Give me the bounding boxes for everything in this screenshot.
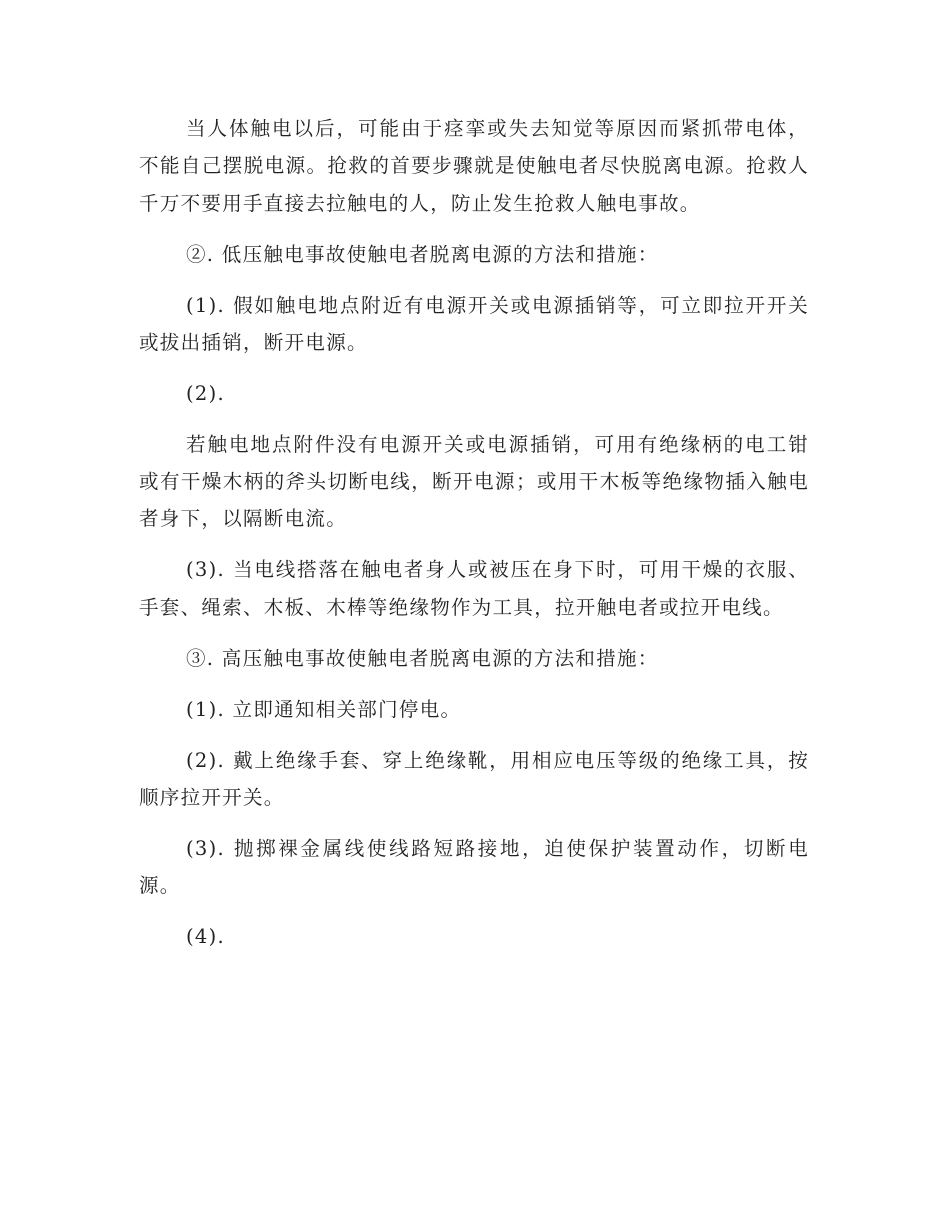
list-item-low-2: (2). bbox=[186, 381, 226, 405]
list-item-low-3: (3). 当电线搭落在触电者身人或被压在身下时，可用干燥的衣服、手套、绳索、木板、木棒等绝缘物作为工具，拉开触电者或拉开电线。 bbox=[139, 558, 809, 619]
paragraph-intro: 当人体触电以后，可能由于痉挛或失去知觉等原因而紧抓带电体，不能自己摆脱电源。抢救的首要步骤就是使触电者尽快脱离电源。抢救人千万不要用手直接去拉触电的人，防止发生抢救人触电事故。 bbox=[139, 117, 809, 215]
list-item-high-2: (2). 戴上绝缘手套、穿上绝缘靴，用相应电压等级的绝缘工具，按顺序拉开开关。 bbox=[139, 748, 809, 809]
document-body bbox=[139, 110, 809, 969]
list-item-high-3: (3). 抛掷裸金属线使线路短路接地，迫使保护装置动作，切断电源。 bbox=[139, 836, 809, 898]
list-item-low-1: (1). 假如触电地点附近有电源开关或电源插销等，可立即拉开开关或拔出插销，断开电源。 bbox=[139, 293, 809, 354]
paragraph-low-2-body: 若触电地点附件没有电源开关或电源插销，可用有绝缘柄的电工钳或有干燥木柄的斧头切断电线，断开电源；或用干木板等绝缘物插入触电者身下，以隔断电流。 bbox=[139, 432, 809, 531]
heading-low-voltage: ②. 低压触电事故使触电者脱离电源的方法和措施： bbox=[186, 242, 659, 266]
list-item-high-1: (1). 立即通知相关部门停电。 bbox=[186, 697, 462, 721]
list-item-high-4: (4). bbox=[186, 925, 226, 949]
heading-high-voltage: ③. 高压触电事故使触电者脱离电源的方法和措施： bbox=[186, 646, 659, 670]
